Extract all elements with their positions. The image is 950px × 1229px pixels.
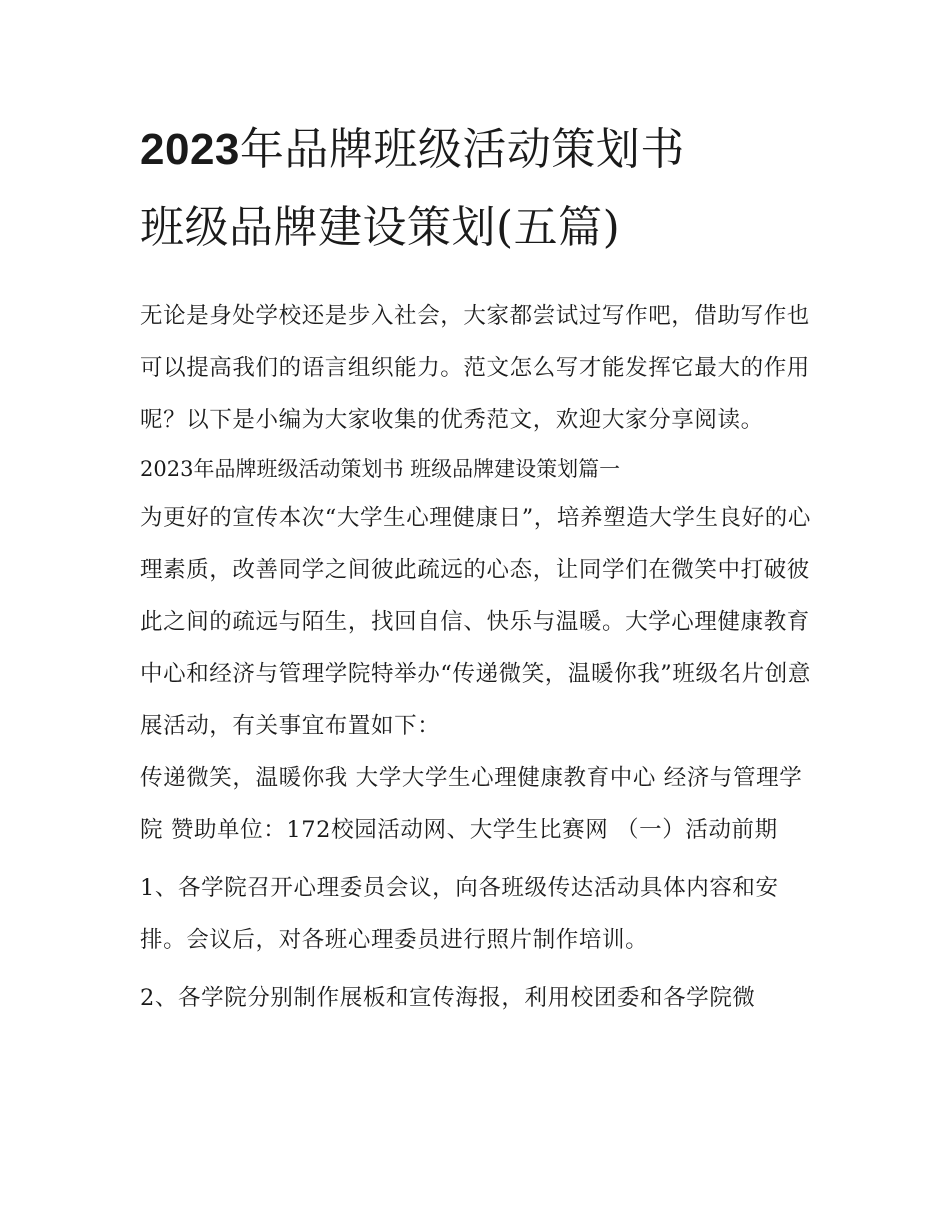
document-body [140, 290, 815, 1024]
document-page [140, 118, 815, 1024]
title-line-2: 班级品牌建设策划(五篇) [140, 202, 621, 253]
list-item: 1、各学院召开心理委员会议，向各班级传达活动具体内容和安排。会议后，对各班心理委员进行照片制作培训。 [140, 875, 779, 953]
section-heading: 2023年品牌班级活动策划书 班级品牌建设策划篇一 [140, 457, 621, 481]
body-paragraph: 为更好的宣传本次“大学生心理健康日”，培养塑造大学生良好的心理素质，改善同学之间彼此疏远的心态，让同学们在微笑中打破彼此之间的疏远与陌生，找回自信、快乐与温暖。大学心理健康教育中心和经济与管理学院特举办“传递微笑，温暖你我”班级名片创意展活动，有关事宜布置如下： [140, 505, 812, 739]
title-line-1 [140, 118, 815, 196]
list-item: 2、各学院分别制作展板和宣传海报，利用校团委和各学院微 [140, 985, 756, 1011]
title-year: 2023 [140, 125, 240, 174]
intro-paragraph: 无论是身处学校还是步入社会，大家都尝试过写作吧，借助写作也可以提高我们的语言组织能力。范文怎么写才能发挥它最大的作用呢？以下是小编为大家收集的优秀范文，欢迎大家分享阅读。 [140, 303, 810, 433]
body-paragraph: 传递微笑，温暖你我 大学大学生心理健康教育中心 经济与管理学院 赞助单位：172校园活动网、大学生比赛网 （一）活动前期 [140, 765, 803, 843]
document-title [140, 118, 815, 274]
title-rest: 年品牌班级活动策划书 [239, 124, 685, 175]
